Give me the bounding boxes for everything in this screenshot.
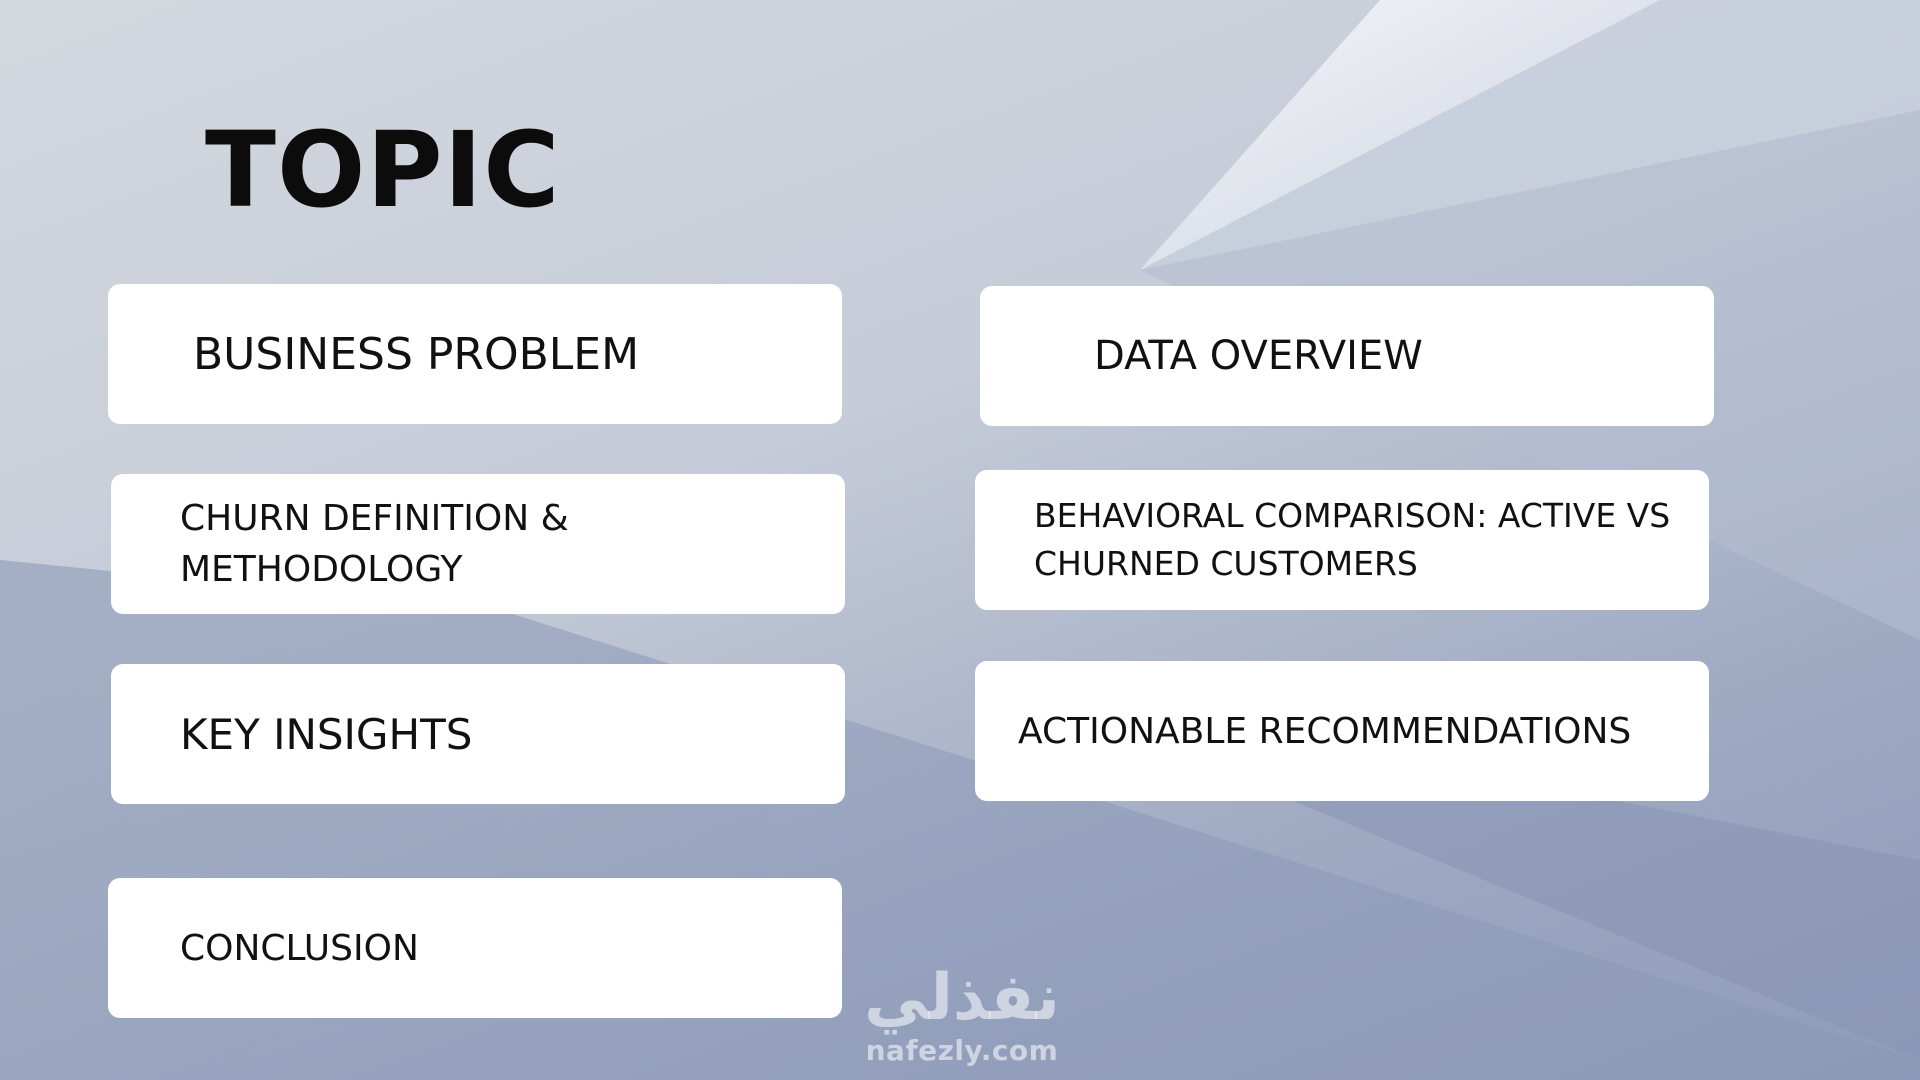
topic-card-label: KEY INSIGHTS [180,709,473,759]
topic-card-label: BUSINESS PROBLEM [193,328,640,380]
watermark-url-text: nafezly.com [865,1034,1059,1067]
page-title: TOPIC [205,109,561,231]
topic-card-label: CHURN DEFINITION & METHODOLOGY [180,498,569,590]
topic-card-data-overview[interactable] [980,286,1714,426]
watermark-logo [852,962,1072,1068]
topic-card-label: BEHAVIORAL COMPARISON: ACTIVE VS CHURNED CUSTOMERS [1034,496,1671,583]
topic-card-key-insights[interactable] [111,664,845,804]
topic-card-behavioral-comparison[interactable] [975,470,1709,610]
topic-card-conclusion[interactable] [108,878,842,1018]
topic-card-actionable-recommendations[interactable] [975,661,1709,801]
topic-card-label: DATA OVERVIEW [1094,333,1423,379]
topic-card-label: ACTIONABLE RECOMMENDATIONS [1018,710,1632,752]
watermark-arabic-text: نفذلي [864,961,1060,1035]
topic-card-churn-definition[interactable] [111,474,845,614]
topic-card-label: CONCLUSION [180,927,419,969]
topic-card-business-problem[interactable] [108,284,842,424]
